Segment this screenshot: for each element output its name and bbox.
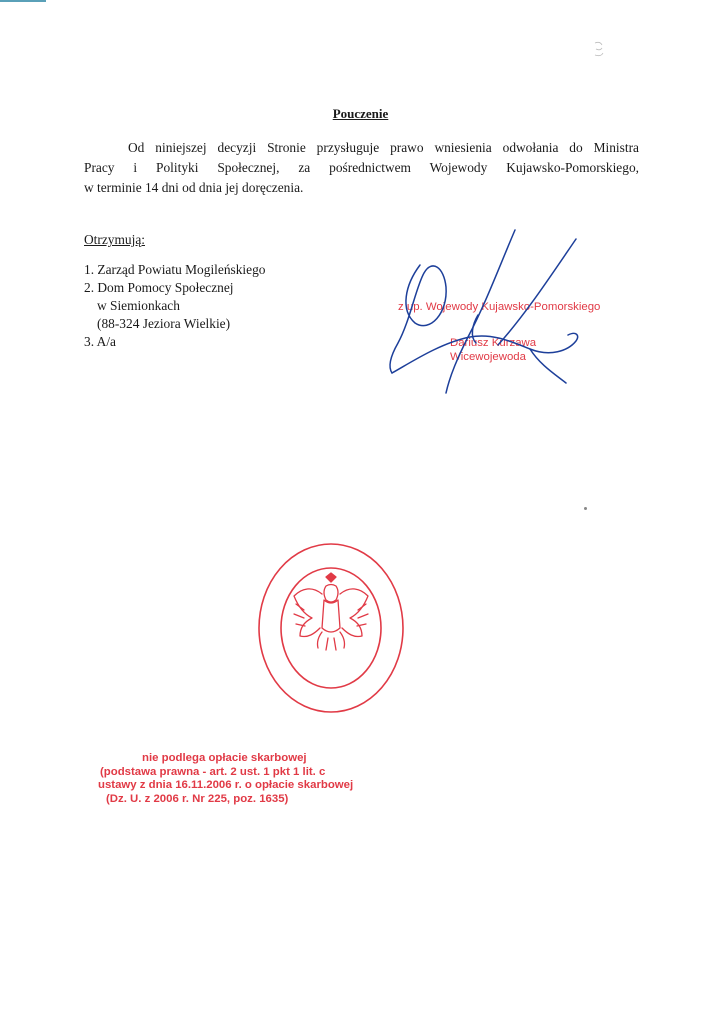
instruction-paragraph — [84, 138, 639, 198]
fee-line: (podstawa prawna - art. 2 ust. 1 pkt 1 lit. c — [100, 765, 326, 778]
fee-exemption-stamp — [98, 752, 438, 806]
page-title: Pouczenie — [332, 106, 389, 121]
scan-edge-mark — [0, 0, 46, 2]
list-item: 2. Dom Pomocy Społecznej — [84, 280, 234, 295]
list-item: w Siemionkach — [97, 298, 180, 313]
paragraph-line: Od niniejszej decyzji Stronie przysługuje prawo wniesienia odwołania do Ministra — [128, 140, 639, 155]
scan-speck — [584, 507, 587, 510]
fee-line: (Dz. U. z 2006 r. Nr 225, poz. 1635) — [106, 792, 289, 805]
stamp-role: Wicewojewoda — [450, 351, 526, 363]
list-item: 1. Zarząd Powiatu Mogileńskiego — [84, 262, 266, 277]
handwritten-signature — [380, 225, 600, 410]
recipients-heading: Otrzymują: — [84, 232, 145, 247]
fee-line: ustawy z dnia 16.11.2006 r. o opłacie skarbowej — [98, 779, 354, 792]
official-seal — [256, 542, 406, 714]
stamp-authority: z up. Wojewody Kujawsko-Pomorskiego — [398, 301, 601, 313]
corner-mark — [592, 40, 606, 60]
stamp-name: Dariusz Kurzawa — [450, 337, 537, 349]
list-item: 3. A/a — [84, 334, 116, 349]
list-item: (88-324 Jeziora Wielkie) — [97, 316, 231, 331]
paragraph-line: w terminie 14 dni od dnia jej doręczenia. — [84, 180, 304, 195]
recipients-list — [84, 261, 265, 351]
paragraph-line: Pracy i Polityki Społecznej, za pośrednictwem Wojewody Kujawsko-Pomorskiego, — [84, 160, 639, 175]
fee-line: nie podlega opłacie skarbowej — [142, 752, 307, 764]
